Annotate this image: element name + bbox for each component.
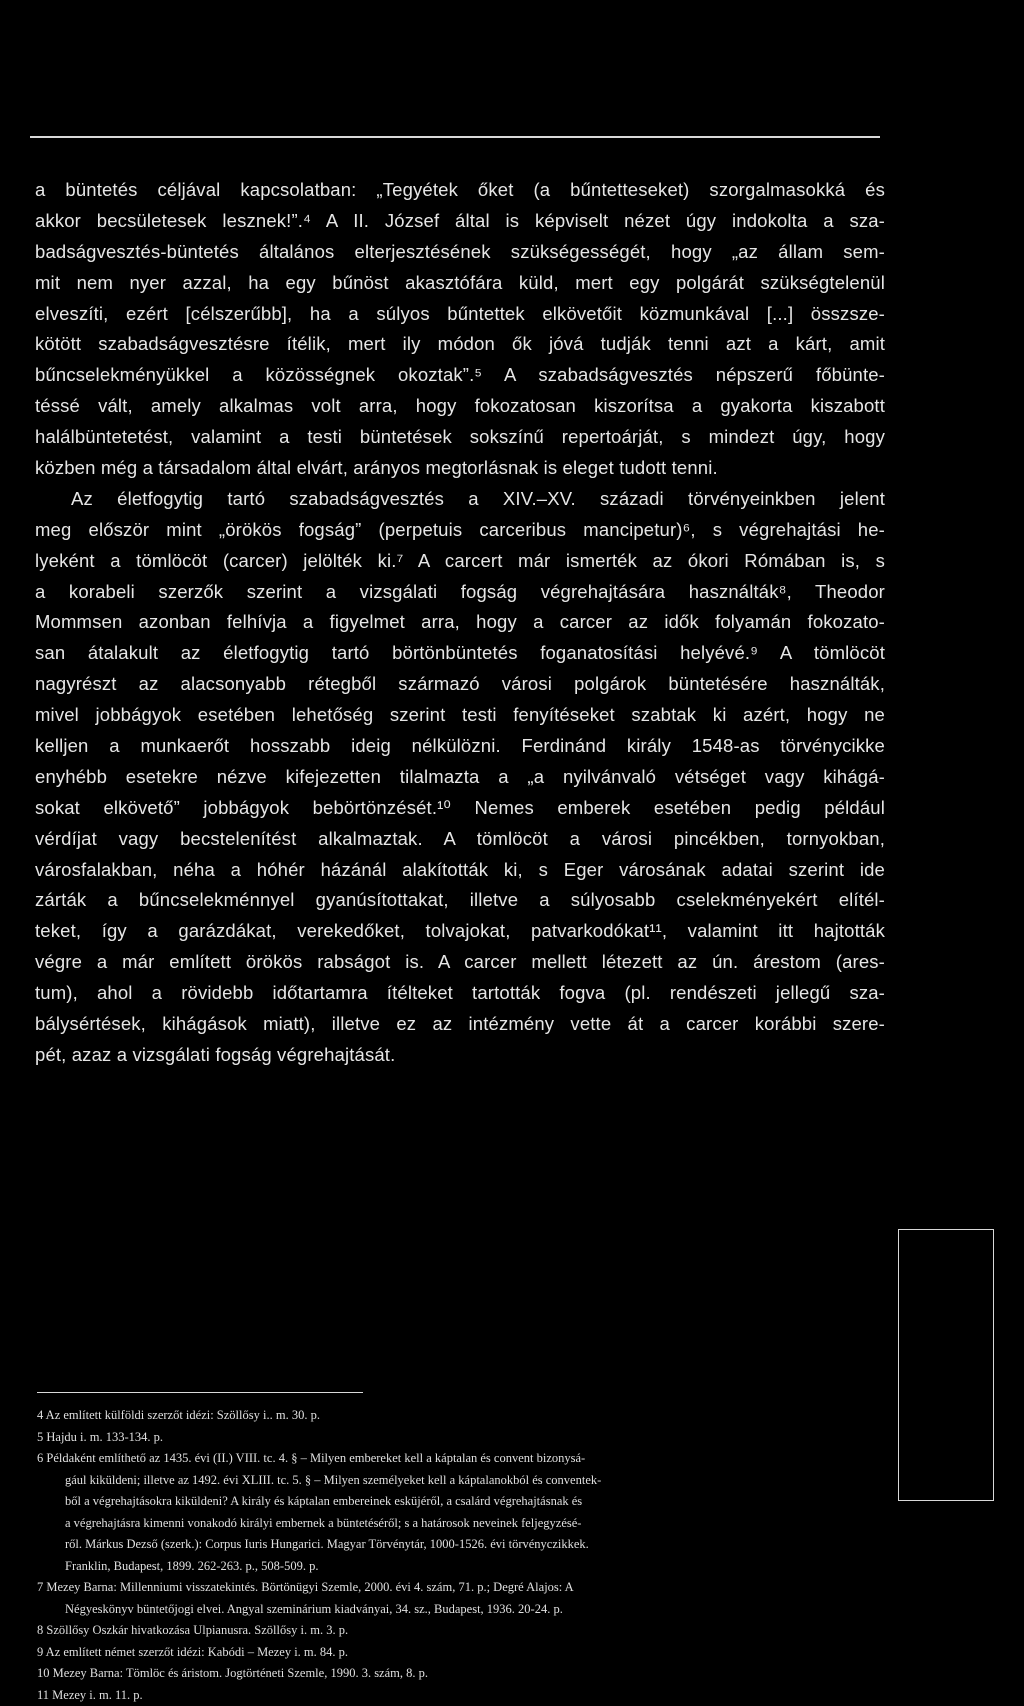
footnote-separator bbox=[37, 1392, 363, 1393]
body-line: san átalakult az életfogytig tartó börtönbüntetés foganatosítási helyévé.⁹ A tömlöcöt bbox=[35, 638, 885, 669]
footnote-continuation: a végrehajtásra kimenni vonakodó királyi embernek a büntetéséről; s a határosok neveinek feljegyzésé- bbox=[37, 1513, 877, 1535]
footnote-continuation: gául kiküldeni; illetve az 1492. évi XLIII. tc. 5. § – Milyen személyeket kell a káptalanokból és conventek- bbox=[37, 1470, 877, 1492]
footnote-continuation: Négyeskönyv büntetőjogi elvei. Angyal szeminárium kiadványai, 34. sz., Budapest, 1936. 20-24. p. bbox=[37, 1599, 877, 1621]
footnote: 10 Mezey Barna: Tömlöc és áristom. Jogtörténeti Szemle, 1990. 3. szám, 8. p. bbox=[37, 1663, 877, 1685]
body-line: enyhébb esetekre nézve kifejezetten tilalmazta a „a nyilvánvaló vétséget vagy kihágá- bbox=[35, 762, 885, 793]
top-rule bbox=[30, 136, 880, 138]
body-line: mit nem nyer azzal, ha egy bűnöst akasztófára küld, mert egy polgárát szükségtelenül bbox=[35, 268, 885, 299]
footnote: 4 Az említett külföldi szerzőt idézi: Szöllősy i.. m. 30. p. bbox=[37, 1405, 877, 1427]
footnote-continuation: Franklin, Budapest, 1899. 262-263. p., 508-509. p. bbox=[37, 1556, 877, 1578]
body-line: meg először mint „örökös fogság” (perpetuis carceribus mancipetur)⁶, s végrehajtási he- bbox=[35, 515, 885, 546]
body-line: közben még a társadalom által elvárt, arányos megtorlásnak is eleget tudott tenni. bbox=[35, 453, 885, 484]
body-line: kötött szabadságvesztésre ítélik, mert ily módon ők jóvá tudják tenni azt a kárt, amit bbox=[35, 329, 885, 360]
footnote-continuation: ből a végrehajtásokra kiküldeni? A király és káptalan embereinek esküjéről, a csalárd végrehajtásnak és bbox=[37, 1491, 877, 1513]
footnote-continuation: ről. Márkus Dezső (szerk.): Corpus Iuris Hungarici. Magyar Törvénytár, 1000-1526. évi törvényczikkek. bbox=[37, 1534, 877, 1556]
footnote: 5 Hajdu i. m. 133-134. p. bbox=[37, 1427, 877, 1449]
footnote: 6 Példaként említhető az 1435. évi (II.) VIII. tc. 4. § – Milyen embereket kell a káptalan és convent bizonysá- bbox=[37, 1448, 877, 1470]
body-line: halálbüntetetést, valamint a testi büntetések sokszínű repertoárját, s mindezt úgy, hogy bbox=[35, 422, 885, 453]
body-line: nagyrészt az alacsonyabb rétegből származó városi polgárok büntetésére használták, bbox=[35, 669, 885, 700]
body-line: pét, azaz a vizsgálati fogság végrehajtását. bbox=[35, 1040, 885, 1071]
body-text bbox=[35, 175, 885, 1071]
footnote: 8 Szöllősy Oszkár hivatkozása Ulpianusra. Szöllősy i. m. 3. p. bbox=[37, 1620, 877, 1642]
body-line: teket, így a garázdákat, verekedőket, tolvajokat, patvarkodókat¹¹, valamint itt hajtották bbox=[35, 916, 885, 947]
body-line: elveszíti, ezért [célszerűbb], ha a súlyos bűntettek elkövetőit közmunkával [...] összsze- bbox=[35, 299, 885, 330]
body-line: városfalakban, néha a hóhér házánál alakították ki, s Eger városának adatai szerint ide bbox=[35, 855, 885, 886]
body-line: zárták a bűncselekménnyel gyanúsítottakat, illetve a súlyosabb cselekményekért elítél- bbox=[35, 885, 885, 916]
body-line: téssé vált, amely alkalmas volt arra, hogy fokozatosan kiszorítsa a gyakorta kiszabott bbox=[35, 391, 885, 422]
body-line: Az életfogytig tartó szabadságvesztés a XIV.–XV. századi törvényeinkben jelent bbox=[35, 484, 885, 515]
body-line: akkor becsületesek lesznek!”.⁴ A II. József által is képviselt nézet úgy indokolta a sza- bbox=[35, 206, 885, 237]
body-line: lyeként a tömlöcöt (carcer) jelölték ki.⁷ A carcert már ismerték az ókori Rómában is, s bbox=[35, 546, 885, 577]
body-line: bálysértések, kihágások miatt), illetve ez az intézmény vette át a carcer korábbi szere- bbox=[35, 1009, 885, 1040]
body-line: kelljen a munkaerőt hosszabb ideig nélkülözni. Ferdinánd király 1548-as törvénycikke bbox=[35, 731, 885, 762]
footnote: 11 Mezey i. m. 11. p. bbox=[37, 1685, 877, 1706]
body-line: Mommsen azonban felhívja a figyelmet arra, hogy a carcer az idők folyamán fokozato- bbox=[35, 607, 885, 638]
body-line: a büntetés céljával kapcsolatban: „Tegyétek őket (a bűntetteseket) szorgalmasokká és bbox=[35, 175, 885, 206]
body-line: a korabeli szerzők szerint a vizsgálati fogság végrehajtására használták⁸, Theodor bbox=[35, 577, 885, 608]
body-line: bűncselekményükkel a közösségnek okoztak”.⁵ A szabadságvesztés népszerű főbünte- bbox=[35, 360, 885, 391]
footnote: 9 Az említett német szerzőt idézi: Kabódi – Mezey i. m. 84. p. bbox=[37, 1642, 877, 1664]
margin-box bbox=[898, 1229, 994, 1501]
body-line: sokat elkövető” jobbágyok bebörtönzését.¹⁰ Nemes emberek esetében pedig például bbox=[35, 793, 885, 824]
body-line: vérdíjat vagy becstelenítést alkalmaztak. A tömlöcöt a városi pincékben, tornyokban, bbox=[35, 824, 885, 855]
body-line: badságvesztés-büntetés általános elterjesztésének szükségességét, hogy „az állam sem- bbox=[35, 237, 885, 268]
body-line: mivel jobbágyok esetében lehetőség szerint testi fenyítéseket szabtak ki azért, hogy ne bbox=[35, 700, 885, 731]
footnote: 7 Mezey Barna: Millenniumi visszatekintés. Börtönügyi Szemle, 2000. évi 4. szám, 71. p.; Degré Alajos: A bbox=[37, 1577, 877, 1599]
footnotes bbox=[37, 1405, 877, 1706]
body-line: tum), ahol a rövidebb időtartamra ítélteket tartották fogva (pl. rendészeti jellegű sza- bbox=[35, 978, 885, 1009]
body-line: végre a már említett örökös rabságot is. A carcer mellett létezett az ún. árestom (ares- bbox=[35, 947, 885, 978]
